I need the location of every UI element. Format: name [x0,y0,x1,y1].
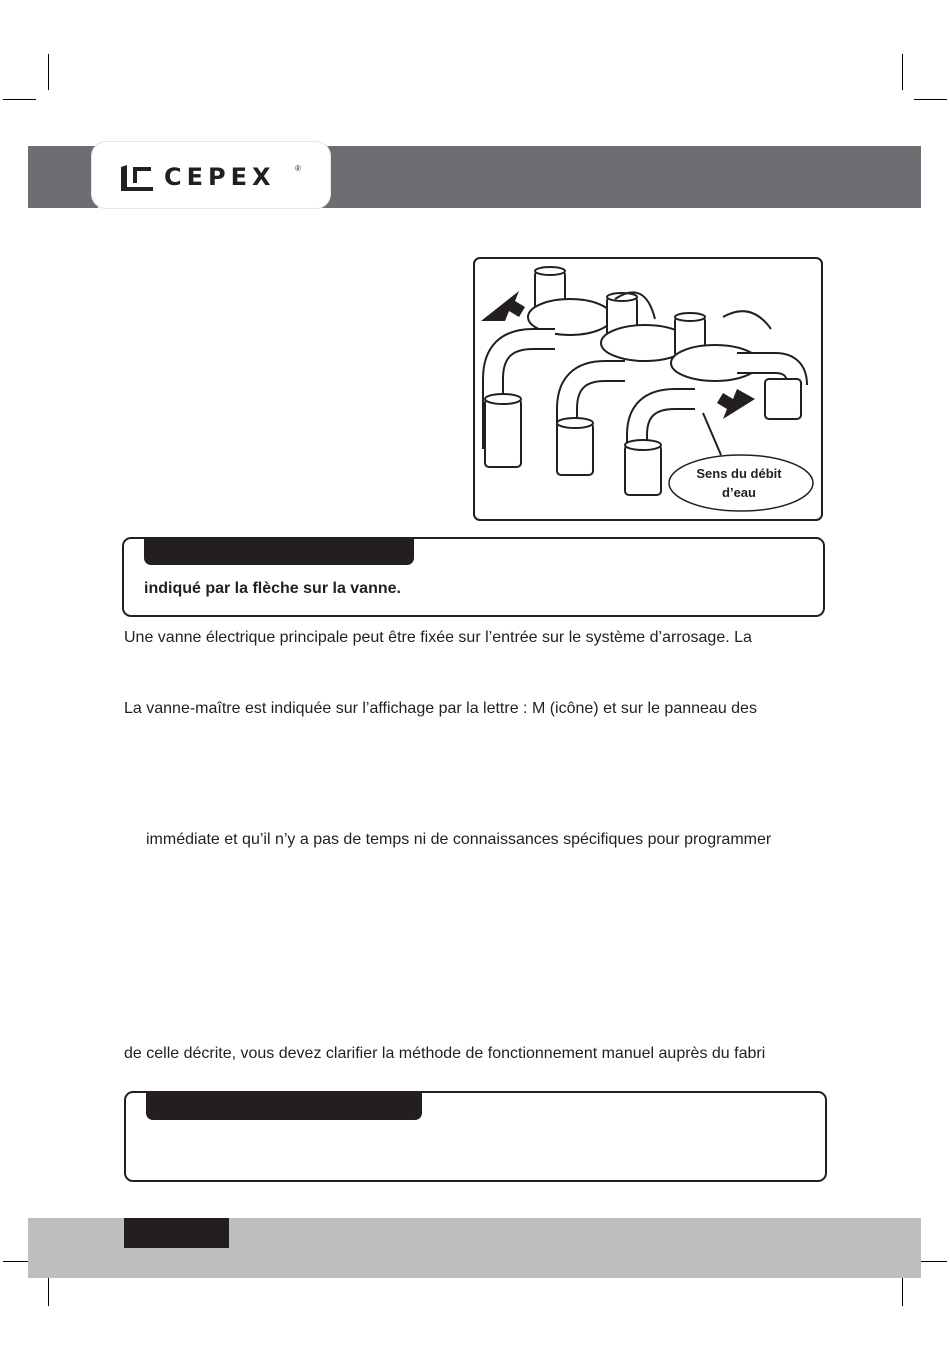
figure-caption-line1: Sens du débit [696,466,782,481]
note-box-tab [144,537,414,565]
logo-text: CEPEX [164,163,276,191]
figure-caption [668,456,810,510]
crop-mark [48,54,49,90]
header-band-left [28,146,98,208]
crop-mark [914,99,947,100]
header-band-right [320,146,921,208]
body-line: de celle décrite, vous devez clarifier la méthode de fonctionnement manuel auprès du fabri [124,1045,766,1062]
cepex-logo-mark-icon [117,163,155,193]
body-line: La vanne-maître est indiquée sur l’affichage par la lettre : M (icône) et sur le panneau des [124,700,757,717]
note-text: indiqué par la flèche sur la vanne. [144,580,401,597]
body-line: immédiate et qu’il n’y a pas de temps ni de connaissances spécifiques pour programmer [146,831,772,848]
body-line: Une vanne électrique principale peut être fixée sur l’entrée sur le système d’arrosage. La [124,629,752,646]
page-number-tab [124,1218,229,1248]
note-box-2-tab [146,1091,422,1120]
crop-mark [902,54,903,90]
crop-mark [3,99,36,100]
figure-caption-line2: d’eau [722,485,756,500]
registered-mark: ® [295,164,301,173]
